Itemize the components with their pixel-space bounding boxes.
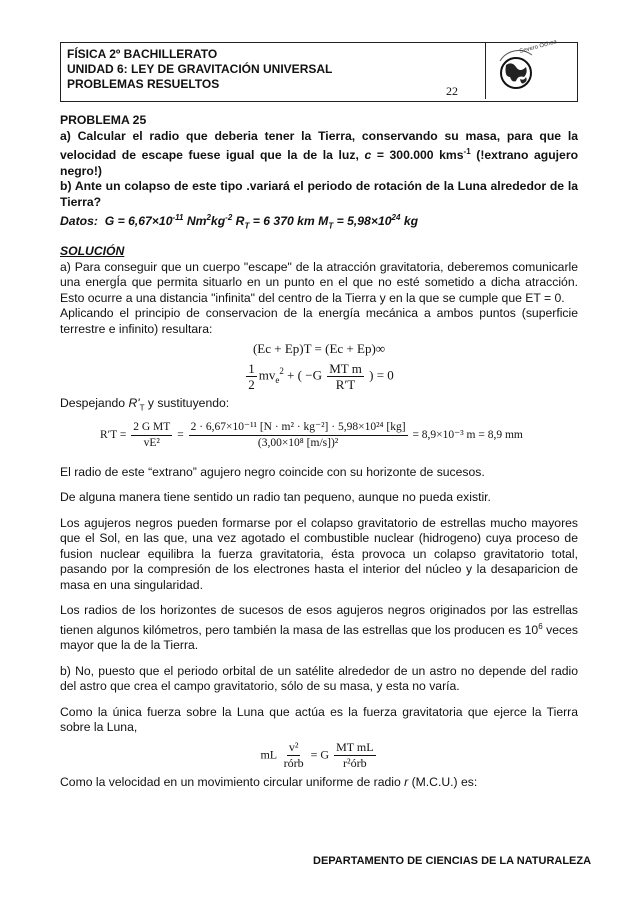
header-text — [67, 47, 332, 92]
fraction-half: $\frac{1}{2}$ — [248, 360, 255, 392]
solution-paragraph-5: Los agujeros negros pueden formarse por el colapso gravitatorio de estrellas mucho mayores que el Sol, en las que, una vez agotado el combustible nuclear (hidrogeno) cuya proceso de fusion nuclear equilibra la fuerza gravitatoria, ésta provoca un colapso gravitatorio total, pasando por la compresión de los electrones hasta el interior del núcleo y la desaparicion de masa en una singularidad. — [60, 515, 578, 592]
solution-title: SOLUCIÓN — [60, 244, 125, 259]
problem-title: PROBLEMA 25 — [60, 113, 147, 127]
fraction-potential: $\frac{\text{MT m}}{R'T}$ — [329, 360, 362, 392]
solution-paragraph-2: Aplicando el principio de conservacion de la energía mecánica a ambos puntos (superficie terrestre e infinito) resultara: — [60, 306, 578, 336]
globe-logo-icon — [486, 39, 558, 99]
document-page — [60, 39, 579, 789]
page-number: 22 — [446, 84, 458, 98]
fraction-gravity: $\frac{\text{MT mL}}{\text{r²órb}}$ — [336, 739, 374, 770]
problem-part-a: a) Calcular el radio que deberia tener la Tierra, conservando su masa, para que la velocidad de escape fuese igual que la de la luz, c = 300.000 kms$^{-1}$ (!extrano agujero negro!) — [60, 128, 579, 178]
header-line-problems: PROBLEMAS RESUELTOS — [67, 77, 220, 91]
solution-paragraph-7: b) No, puesto que el periodo orbital de un satélite alrededor de un astro no depende del radio del astro que crea el campo gravitatorio, sólo de su masa, y esta no varía. — [60, 663, 578, 694]
solution-paragraph-6: Los radios de los horizontes de sucesos de esos agujeros negros originados por las estrellas tienen algunos kilómetros, pero también la masa de las estrellas que los producen es $10^6$ veces mayor que la de la Tierra. — [60, 603, 578, 653]
footer-department: DEPARTAMENTO DE CIENCIAS DE LA NATURALEZA — [313, 855, 592, 867]
despejando-line: Despejando $R'_T$ y sustituyendo: — [60, 395, 230, 412]
equation-energy-conservation: (Ec + Ep)T = (Ec + Ep)∞ — [252, 341, 386, 357]
document-body — [60, 113, 578, 790]
solution-paragraph-1: a) Para conseguir que un cuerpo "escape" de la atracción gravitatoria, deberemos comunicarle una energÍa que permita situarlo en un punto en el que no esté sometido a dicha atracción. Esto ocurre a una distancia "infinita" del centro de la Tierra y en la que se cumple que ET = 0. — [60, 259, 578, 305]
problem-data: Datos: $G = 6,67\times 10^{-11}$ $Nm^2kg^{-2}$ $R_T = 6$ 370 km $M_T = 5,98\times 10^{24}$ kg — [60, 213, 419, 231]
solution-paragraph-4: De alguna manera tiene sentido un radio tan pequeno, aunque no pueda existir. — [60, 490, 491, 504]
solution-paragraph-9: Como la velocidad en un movimiento circular uniforme de radio r (M.C.U.) es: — [60, 774, 478, 789]
problem-part-b: b) Ante un colapso de este tipo .variará el periodo de rotación de la Luna alrededor de la Tierra? — [60, 179, 578, 209]
fraction-numeric: $\frac{\text{2 · 6,67×10⁻¹¹ [N · m² · kg⁻²] · 5,98×10²⁴ [kg]}}{\text{(3,00×10⁸ [m/s])²}}$ — [190, 420, 406, 449]
header-line-unit: UNIDAD 6: LEY DE GRAVITACIÓN UNIVERSAL — [67, 62, 333, 76]
solution-paragraph-3: El radio de este “extrano” agujero negro coincide con su horizonte de sucesos. — [60, 464, 485, 479]
equation-orbit: mL $\frac{\text{v²}}{\text{rórb}}$ = G $\frac{\text{MT mL}}{\text{r²órb}}$ — [260, 739, 374, 770]
school-logo — [485, 39, 558, 99]
fraction-2gm: $\frac{\text{2 G MT}}{\text{vE²}}$ — [133, 420, 171, 449]
solution-paragraph-8: Como la única fuerza sobre la Luna que actúa es la fuerza gravitatoria que ejerce la Tierra sobre la Luna, — [60, 704, 578, 735]
header-box — [60, 39, 578, 102]
equation-radius: R′T = $\frac{\text{2 G MT}}{\text{vE²}}$ = $\frac{\text{2 · 6,67×10⁻¹¹ [N · m² · kg⁻²] · 5,98×10²⁴ [kg]}}{\text{(3,00×10⁸ [m/s])²}}$ = 8,9×10⁻³ m = 8,9 mm — [100, 420, 523, 449]
equation-escape: $\frac{1}{2}$ $mv_e^2$ + ( −G $\frac{\text{MT m}}{R'T}$ ) = 0 — [248, 360, 394, 392]
logo-text: Severo Ochoa — [518, 39, 558, 55]
fraction-centripetal: $\frac{\text{v²}}{\text{rórb}}$ — [283, 739, 304, 770]
header-line-course: FÍSICA 2º BACHILLERATO — [67, 47, 218, 61]
